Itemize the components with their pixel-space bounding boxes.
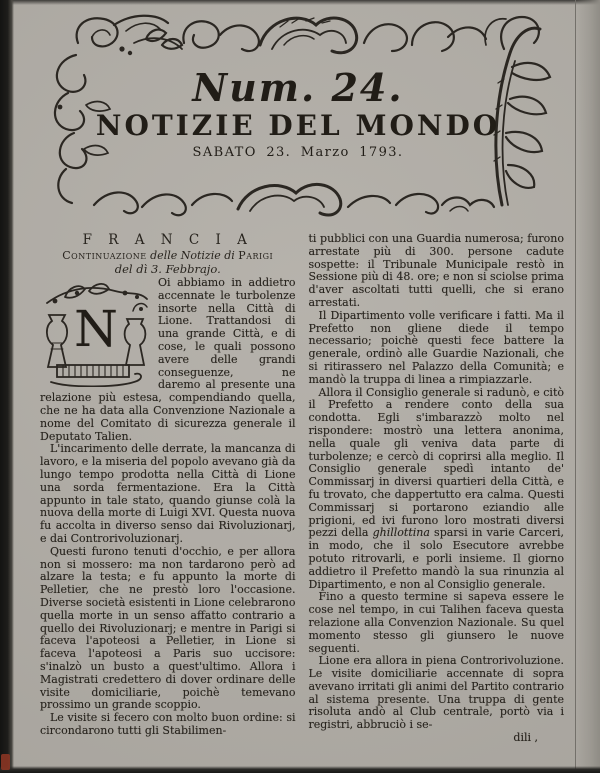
paragraph: Fino a questo termine si sapeva essere le cose nel tempo, in cui Talihen faceva questa relazione alla Convenzion Nazionale. Su quel momento stesso gli giunsero le nuove seguenti.	[308, 590, 564, 655]
catchword: dili ,	[513, 731, 538, 745]
left-column	[40, 233, 296, 745]
paragraph: Lione era allora in piena Controrivoluzione. Le visite domiciliarie accennate di sopra avevano irritati gli animi del Partito contrario al sistema presente. Una truppa di gente risoluta andò al Club centrale, portò via i registri, abbruciò i se-	[308, 654, 564, 732]
issue-number: Num. 24.	[192, 65, 404, 110]
subtitle-italic: delle Notizie di	[146, 249, 239, 262]
newspaper-title: NOTIZIE DEL MONDO	[95, 109, 501, 142]
section-heading-francia: F R A N C I A	[82, 232, 253, 248]
paragraph: Le visite si fecero con molto buon ordine: si circondarono tutti gli Stabilimen-	[40, 711, 296, 737]
dropcap-ornament	[40, 279, 152, 387]
paragraph: Il Dipartimento volle verificare i fatti. Ma il Prefetto non gliene diede il tempo necessario; poichè questi fece battere la generale, ordinò alle Guardie Nazionali, che si ritirassero nel Palazzo della Comunità; e mandò la truppa di linea a rimpiazzarle.	[308, 308, 564, 386]
paragraph-ghillottina	[309, 387, 565, 592]
paragraph-text: Oi abbiamo in addietro accennate le turbolenze insorte nella Città di Lione. Trattandosi di una grande Città, e di cose, le quali possono avere delle grandi conseguenze, ne daremo al presente una relazione più estesa, compendiando quella, che ne ha data alla Convenzione Nazionale a nome del Comitato di sicurezza generale il Deputato Talien.	[40, 276, 296, 443]
scan-edge-left	[0, 0, 14, 773]
right-column	[309, 233, 565, 745]
subtitle-continuazione: Continuazione	[62, 249, 147, 262]
paragraph-text: sparsi in varie Carceri, in modo, che il solo Esecutore avrebbe potuto ritrovarli, e porli insieme. Il giorno addietro il Prefetto mandò la sua rinunzia al Dipartimento, e non al Consiglio generale.	[308, 526, 564, 591]
paragraph-opening	[40, 277, 296, 443]
red-ink-mark	[1, 754, 10, 770]
subtitle-parigi: Parigi	[238, 249, 274, 262]
paragraph: ti pubblici con una Guardia numerosa; furono arrestate più di 300. persone cadute sospette: il Tribunale Municipale restò in Sessione più di 48. ore; e non si sciolse prima d'aver ascoltati tutti quelli, che si erano arrestati.	[308, 232, 564, 309]
dropcap-letter: N	[74, 300, 118, 358]
masthead-date: SABATO 23. Marzo 1793.	[192, 145, 404, 160]
paragraph: L'incarimento delle derrate, la mancanza di lavoro, e la miseria del popolo avevano già da lungo tempo prodotta nella Città di Lione una sorda fermentazione. Era la Città appunto in tale stato, quando giunse colà la nuova della morte di Luigi XVI. Questa nuova fu accolta in diverso senso dai Rivoluzionarj, e dai Controrivoluzionarj.	[40, 442, 296, 545]
paragraph: Questi furono tenuti d'occhio, e per allora non si mossero: ma non tardarono però ad alzare la testa; e fu appunto la morte di Pelletier, che ne prestò loro l'occasione. Diverse società esistenti in Lione celebrarono quella morte in un senso affatto contrario a quello dei Rivoluzionarj; e mentre in Parigi si faceva l'apoteosi a Pelletier, in Lione si faceva l'apoteosi a Paris suo uccisore: s'inalzò un busto a quest'ultimo. Allora i Magistrati credettero di dover ordinare delle visite domiciliarie, poichè temevano prossimo un grande scoppio.	[40, 544, 296, 712]
scan-edge-right	[575, 0, 600, 773]
masthead-ornamental-frame	[34, 8, 562, 224]
article-body	[40, 233, 564, 745]
italic-word-ghillottina: ghillottina	[372, 526, 430, 540]
scan-edge-top	[0, 0, 600, 5]
scan-edge-bottom	[0, 766, 600, 773]
article-dateline: del dì 3. Febbrajo.	[114, 262, 221, 276]
article-subtitle	[40, 249, 296, 262]
paragraph-text: Allora il Consiglio generale si radunò, e citò il Prefetto a rendere conto della sua condotta. Egli s'imbarazzò molto nel rispondere: mostrò una lettera anonima, nella quale gli veniva data parte di turbolenze; e cercò di coprirsi alla meglio. Il Consiglio generale spedì intanto de' Commissarj in diversi quartieri della Città, e fu trovato, che dappertutto era calma. Questi Commissarj si portarono eziandio alle prigioni, ed ivi furono loro mostrati diversi pezzi della	[308, 385, 564, 540]
masthead	[34, 65, 562, 161]
